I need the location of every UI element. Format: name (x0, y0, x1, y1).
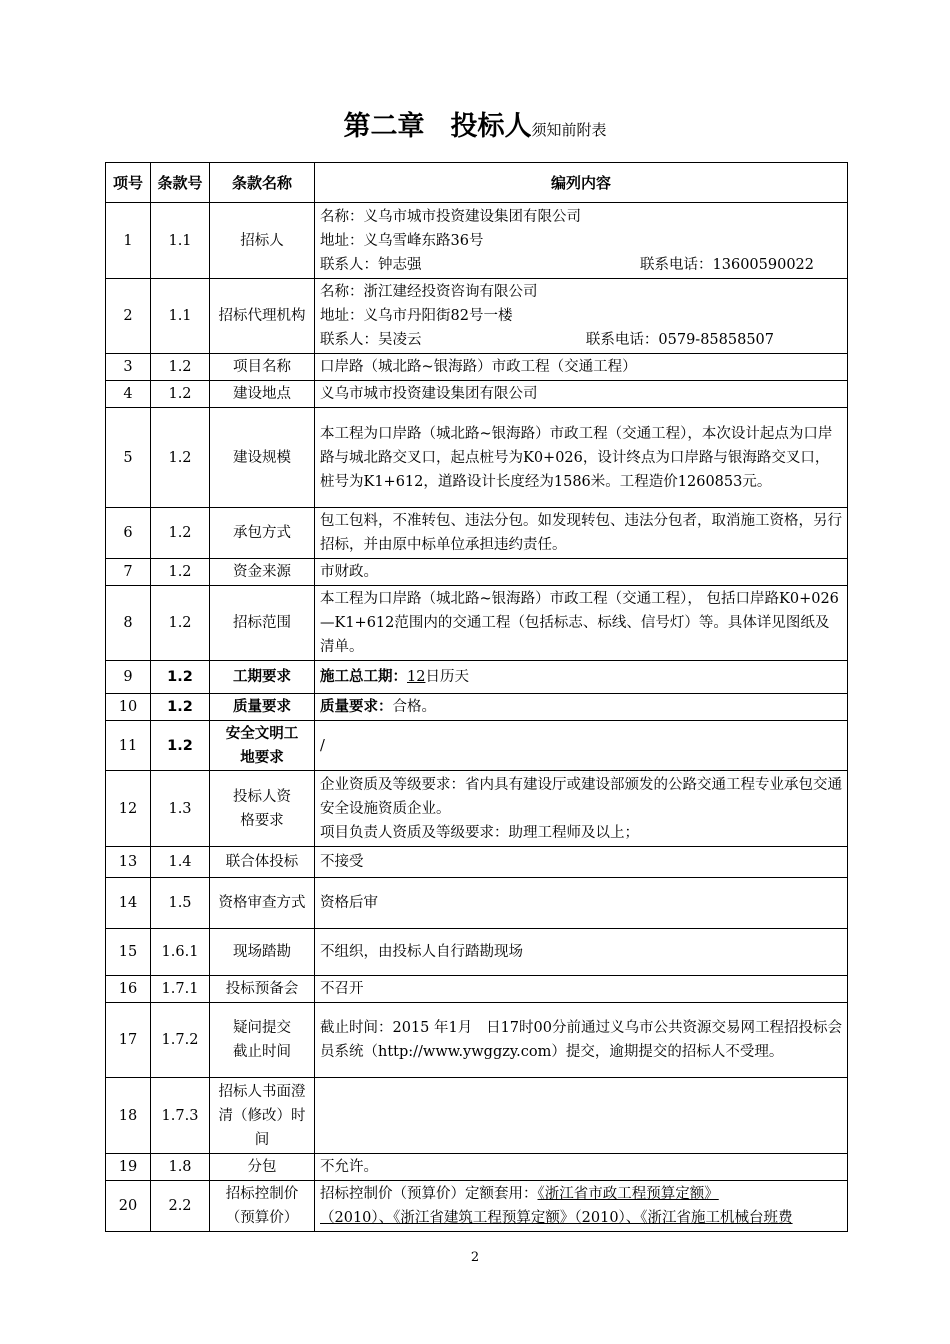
row-clause: 1.2 (151, 354, 210, 381)
row-clause: 1.2 (151, 661, 210, 694)
agency-phone: 联系电话：0579-85858507 (585, 332, 774, 348)
table-row (106, 847, 848, 878)
row-name: 联合体投标 (210, 847, 315, 878)
row-no: 8 (106, 586, 151, 661)
table-row (106, 1181, 848, 1232)
manager-requirement: 项目负责人资质及等级要求：助理工程师及以上； (320, 824, 639, 841)
header-name: 条款名称 (210, 163, 315, 203)
row-no: 14 (106, 878, 151, 929)
row-name: 资格审查方式 (210, 878, 315, 929)
row-content: 不允许。 (315, 1154, 848, 1181)
row-clause: 1.2 (151, 559, 210, 586)
row-no: 1 (106, 203, 151, 279)
agency-address: 地址：义乌市丹阳街82号一楼 (320, 308, 513, 324)
chapter-title (0, 104, 950, 143)
tenderer-phone: 联系电话：13600590022 (640, 256, 814, 273)
row-no: 18 (106, 1078, 151, 1154)
row-no: 7 (106, 559, 151, 586)
price-text: 招标控制价（预算价）定额套用： (320, 1186, 538, 1202)
price-ref-others: （2010）、《浙江省建筑工程预算定额》（2010）、《浙江省施工机械台班费 (320, 1210, 793, 1226)
agency-contact: 联系人：吴凌云 (320, 332, 422, 348)
row-content: / (315, 721, 848, 771)
table-row (106, 1154, 848, 1181)
row-clause: 1.7.2 (151, 1003, 210, 1078)
table-row (106, 354, 848, 381)
table-header-row (106, 163, 848, 203)
row-no: 3 (106, 354, 151, 381)
table-row (106, 508, 848, 559)
row-name: 招标代理机构 (210, 279, 315, 354)
row-content (315, 771, 848, 847)
title-bidder: 投标人 (450, 111, 532, 142)
row-content (315, 694, 848, 721)
row-clause: 1.6.1 (151, 929, 210, 976)
row-no: 6 (106, 508, 151, 559)
row-no: 11 (106, 721, 151, 771)
row-content (315, 279, 848, 354)
table-row (106, 1078, 848, 1154)
row-clause: 1.2 (151, 381, 210, 408)
price-ref-municipal: 《浙江省市政工程预算定额》 (537, 1186, 719, 1202)
row-clause: 2.2 (151, 1181, 210, 1232)
agency-name: 名称：浙江建经投资咨询有限公司 (320, 284, 538, 300)
row-name: 资金来源 (210, 559, 315, 586)
row-no: 5 (106, 408, 151, 508)
row-clause: 1.8 (151, 1154, 210, 1181)
row-content: 口岸路（城北路~银海路）市政工程（交通工程） (315, 354, 848, 381)
row-clause: 1.2 (151, 408, 210, 508)
row-content (315, 1078, 848, 1154)
duration-value: 12 (407, 669, 426, 685)
row-name: 疑问提交截止时间 (210, 1003, 315, 1078)
row-content: 截止时间：2015 年1月 日17时00分前通过义乌市公共资源交易网工程招投标会员系统（http://www.ywggzy.com）提交，逾期提交的招标人不受理。 (315, 1003, 848, 1078)
row-name: 工期要求 (210, 661, 315, 694)
header-no: 项号 (106, 163, 151, 203)
tenderer-address: 地址：义乌雪峰东路36号 (320, 232, 484, 249)
row-no: 13 (106, 847, 151, 878)
row-name: 现场踏勘 (210, 929, 315, 976)
row-name: 建设规模 (210, 408, 315, 508)
row-name: 投标预备会 (210, 976, 315, 1003)
tenderer-contact: 联系人：钟志强 (320, 256, 422, 273)
row-clause: 1.2 (151, 508, 210, 559)
table-row (106, 559, 848, 586)
row-content: 本工程为口岸路（城北路~银海路）市政工程（交通工程），本次设计起点为口岸路与城北路交叉口，起点桩号为K0+026，设计终点为口岸路与银海路交叉口，桩号为K1+612，道路设计长度经为1586米。工程造价1260853元。 (315, 408, 848, 508)
table-row (106, 878, 848, 929)
row-no: 17 (106, 1003, 151, 1078)
row-name: 投标人资格要求 (210, 771, 315, 847)
row-no: 12 (106, 771, 151, 847)
header-content: 编列内容 (315, 163, 848, 203)
row-name: 招标人书面澄清（修改）时间 (210, 1078, 315, 1154)
row-content: 不组织，由投标人自行踏勘现场 (315, 929, 848, 976)
row-clause: 1.2 (151, 721, 210, 771)
row-clause: 1.7.3 (151, 1078, 210, 1154)
row-clause: 1.4 (151, 847, 210, 878)
row-no: 4 (106, 381, 151, 408)
duration-suffix: 日历天 (425, 669, 469, 685)
bid-instructions-table (105, 162, 848, 1232)
row-no: 9 (106, 661, 151, 694)
table-row (106, 976, 848, 1003)
table-row (106, 408, 848, 508)
row-clause: 1.1 (151, 279, 210, 354)
row-content: 义乌市城市投资建设集团有限公司 (315, 381, 848, 408)
page-number: 2 (470, 1250, 480, 1265)
row-no: 20 (106, 1181, 151, 1232)
qualification-requirement: 企业资质及等级要求：省内具有建设厅或建设部颁发的公路交通工程专业承包交通安全设施资质企业。 (320, 776, 842, 817)
table-row (106, 203, 848, 279)
price-line (320, 1182, 842, 1206)
row-content: 资格后审 (315, 878, 848, 929)
table-row (106, 661, 848, 694)
row-content: 包工包料，不准转包、违法分包。如发现转包、违法分包者，取消施工资格，另行招标，并由原中标单位承担违约责任。 (315, 508, 848, 559)
row-clause: 1.3 (151, 771, 210, 847)
table-row (106, 381, 848, 408)
row-content: 不接受 (315, 847, 848, 878)
row-content (315, 661, 848, 694)
row-no: 16 (106, 976, 151, 1003)
row-name: 质量要求 (210, 694, 315, 721)
table-row (106, 771, 848, 847)
table-row (106, 929, 848, 976)
row-clause: 1.2 (151, 694, 210, 721)
row-name: 项目名称 (210, 354, 315, 381)
table-row (106, 1003, 848, 1078)
row-no: 10 (106, 694, 151, 721)
row-content: 市财政。 (315, 559, 848, 586)
table-row (106, 694, 848, 721)
row-name: 承包方式 (210, 508, 315, 559)
row-no: 19 (106, 1154, 151, 1181)
title-chapter: 第二章 (343, 111, 425, 142)
row-content: 本工程为口岸路（城北路~银海路）市政工程（交通工程）， 包括口岸路K0+026—K1+612范围内的交通工程（包括标志、标线、信号灯）等。具体详见图纸及清单。 (315, 586, 848, 661)
row-no: 15 (106, 929, 151, 976)
row-name: 招标范围 (210, 586, 315, 661)
quality-value: 合格。 (392, 699, 436, 715)
row-name: 招标控制价（预算价） (210, 1181, 315, 1232)
duration-label: 施工总工期： (320, 669, 407, 685)
table-row (106, 586, 848, 661)
row-name: 招标人 (210, 203, 315, 279)
row-name: 安全文明工地要求 (210, 721, 315, 771)
row-clause: 1.1 (151, 203, 210, 279)
header-clause: 条款号 (151, 163, 210, 203)
row-content (315, 203, 848, 279)
row-content: 不召开 (315, 976, 848, 1003)
quality-label: 质量要求： (320, 699, 393, 715)
row-clause: 1.7.1 (151, 976, 210, 1003)
row-name: 分包 (210, 1154, 315, 1181)
row-clause: 1.2 (151, 586, 210, 661)
table-row (106, 279, 848, 354)
title-sub: 须知前附表 (531, 121, 607, 139)
row-clause: 1.5 (151, 878, 210, 929)
row-no: 2 (106, 279, 151, 354)
tenderer-contact-line (320, 253, 842, 277)
row-content (315, 1181, 848, 1232)
agency-contact-line (320, 328, 842, 352)
tenderer-name: 名称：义乌市城市投资建设集团有限公司 (320, 208, 581, 225)
row-name: 建设地点 (210, 381, 315, 408)
table-row (106, 721, 848, 771)
